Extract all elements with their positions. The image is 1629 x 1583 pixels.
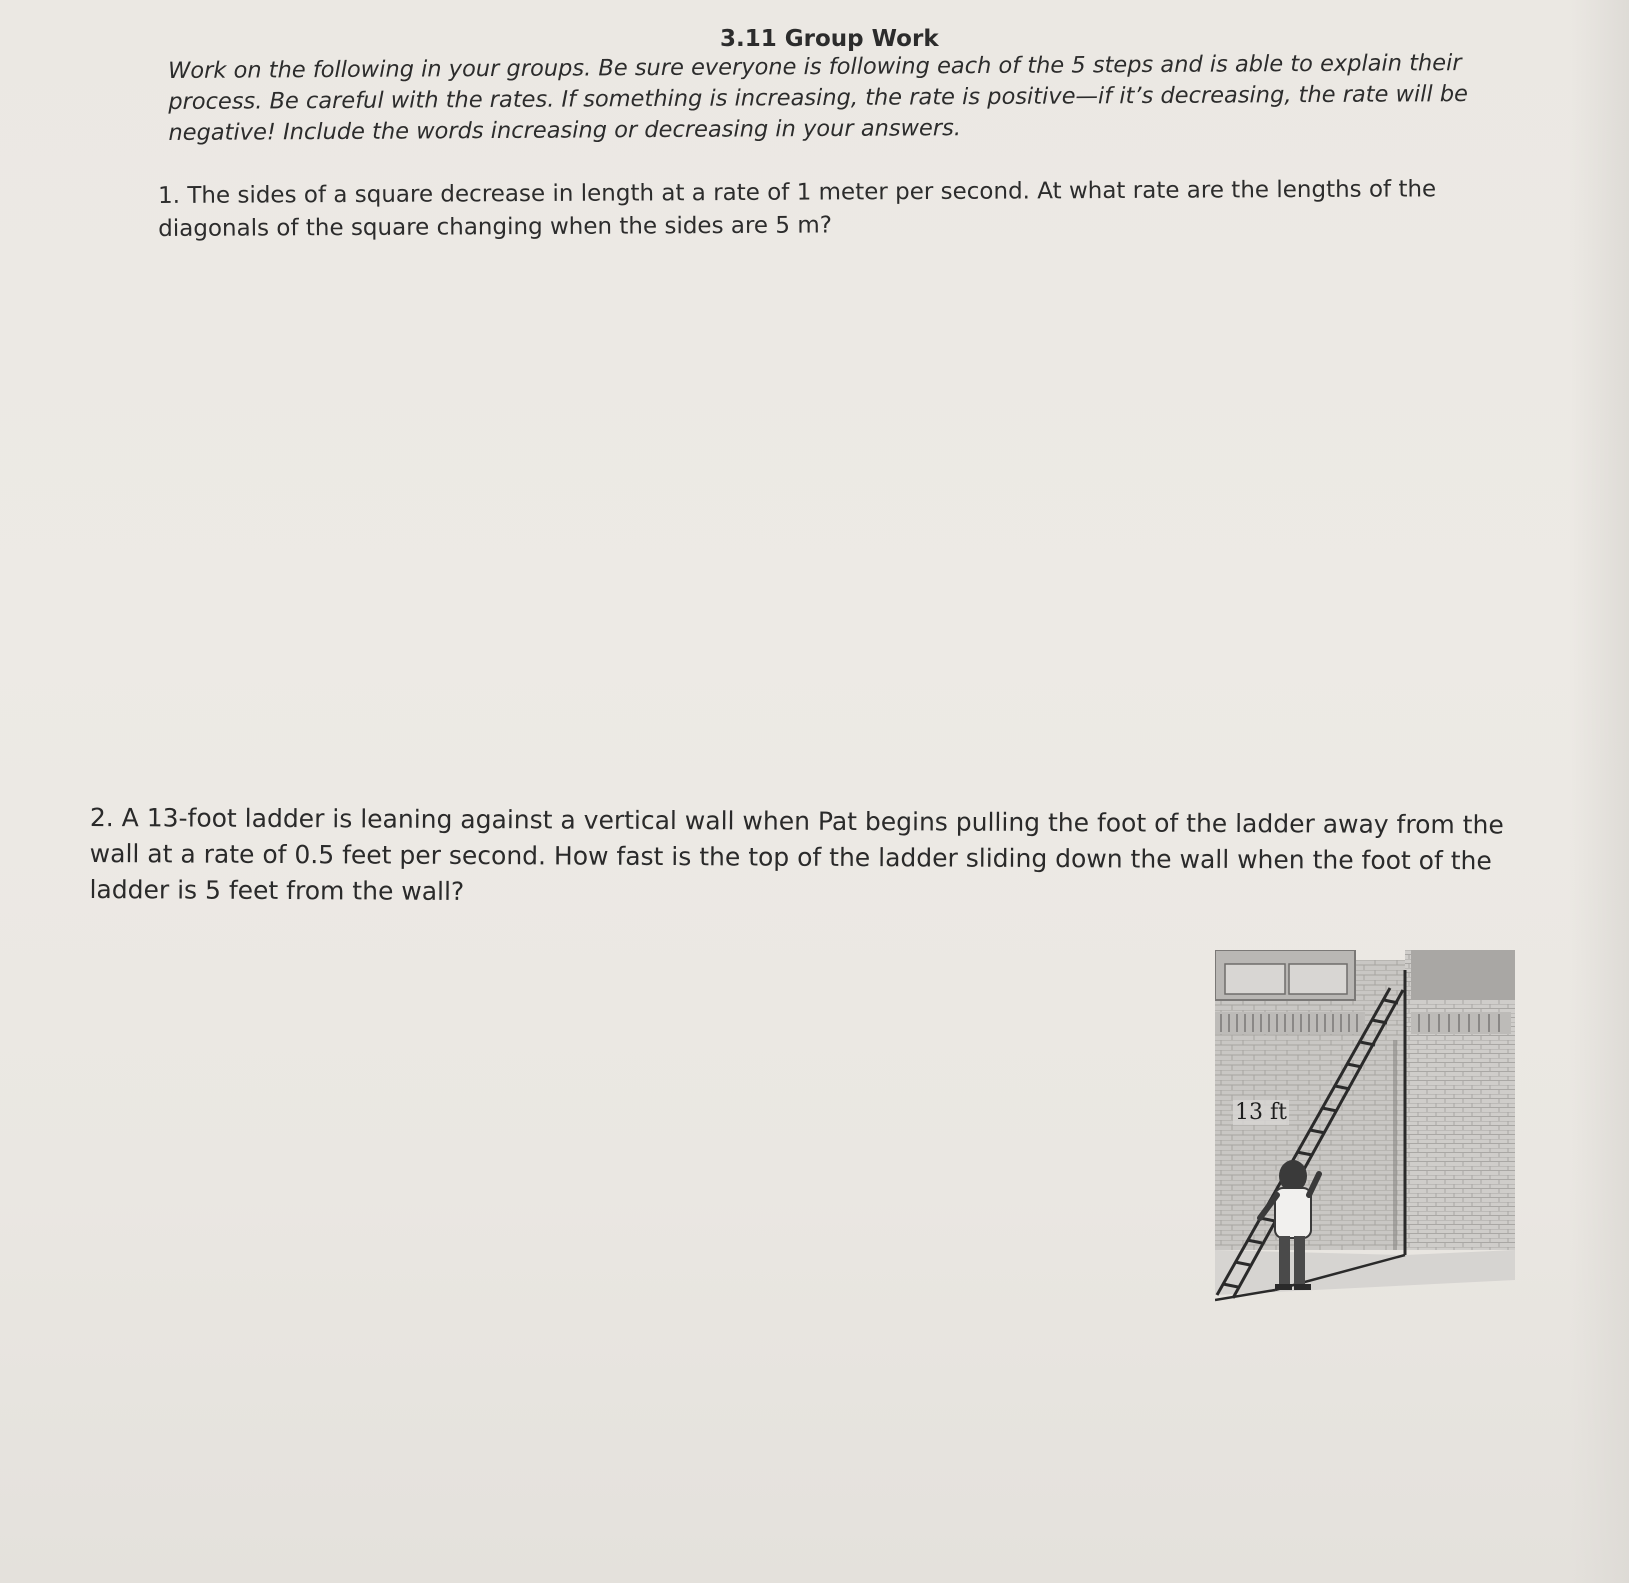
ladder-length-label: 13 ft xyxy=(1235,1100,1287,1125)
question-1: 1. The sides of a square decrease in length at a rate of 1 meter per second. At what rate are the lengths of the diagonals of the square changing when the sides are 5 m? xyxy=(158,176,1437,242)
ladder-illustration xyxy=(1215,950,1537,1320)
question-2: 2. A 13-foot ladder is leaning against a vertical wall when Pat begins pulling the foot of the ladder away from the wall at a rate of 0.5 feet per second. How fast is the top of the ladder sliding down the wall when the foot of the ladder is 5 feet from the wall? xyxy=(89,802,1504,906)
ladder-wall-drawing xyxy=(1215,950,1537,1320)
worksheet-instructions: Work on the following in your groups. Be sure everyone is following each of the 5 steps and is able to explain their process. Be careful with the rates. If something is increasing, the rate is positive—if it’s decreasing, the rate will be negative! Include the words increasing or decreasing in your answers. xyxy=(168,50,1469,146)
worksheet-title: 3.11 Group Work xyxy=(720,26,939,52)
page-shadow-edge xyxy=(1569,0,1629,1583)
